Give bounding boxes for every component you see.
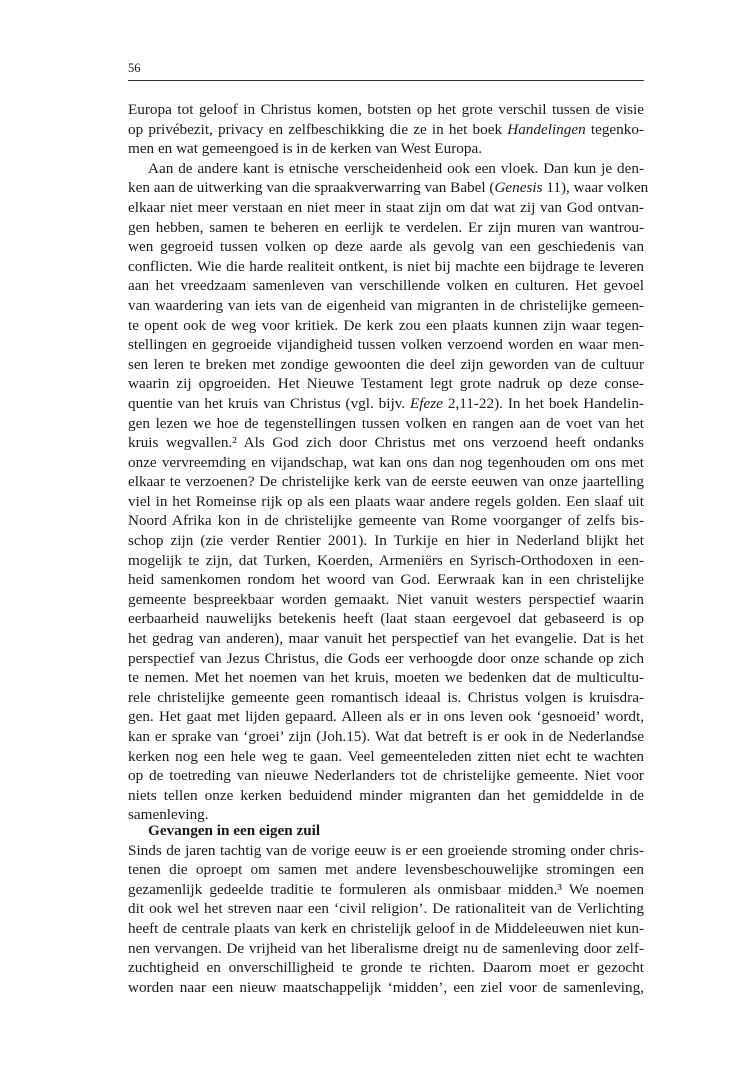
- text-line: mogelijk te zijn, dat Turken, Koerden, Armeniërs en Syrisch-Orthodoxen in een-: [128, 551, 644, 569]
- section-gevangen: [128, 821, 644, 997]
- section-heading: Gevangen in een eigen zuil: [148, 822, 321, 839]
- text-line: gezamenlijk gedeelde traditie te formuleren als onmisbaar midden.³ We noemen: [128, 880, 644, 898]
- text-line: kan er sprake van ‘groei’ zijn (Joh.15). Wat dat betreft is er ook in de Nederlandse: [128, 728, 644, 745]
- text-line: wen gegroeid tussen volken op deze aarde als gevolg van een geschiedenis van: [128, 238, 644, 256]
- text-line: samenleving.: [128, 806, 209, 824]
- text-line: gen hebben, samen te beheren en eerlijk te verdelen. Er zijn muren van wantrou-: [128, 218, 644, 236]
- text-line: gen lezen we hoe de tegenstellingen tussen volken en rangen aan de voet van het: [128, 414, 644, 432]
- text-line: kruis wegvallen.² Als God zich door Christus met ons verzoend heeft ondanks: [128, 434, 644, 452]
- text-line: aan het vreedzaam samenleven van verschillende volken en culturen. Het gevoel: [128, 277, 644, 295]
- text-line: te opent ook de weg voor kritiek. De kerk zou een plaats kunnen zijn waar tegen-: [128, 316, 644, 334]
- italic-title: Handelingen: [507, 120, 586, 138]
- text-line: sen leren te breken met zondige gewoonten die deel zijn geworden van de cultuur: [128, 355, 644, 373]
- text-line: stellingen en gegroeide vijandigheid tussen volken verzoend worden en waar men-: [128, 336, 644, 354]
- text-line: eerbaarheid nauwelijks betekenis heeft (laat staan eergevoel dat gebaseerd is op: [128, 610, 644, 628]
- text-line: perspectief van Jezus Christus, die Gods eer verhoogde door onze schande op zich: [128, 649, 644, 667]
- text-line: van waardering van iets van de eigenheid van migranten in de christelijke gemeen-: [128, 296, 644, 314]
- text-line: onze vervreemding en vijandschap, wat kan ons dan nog tegenhouden om ons met: [128, 453, 644, 471]
- text-line: op de toetreding van nieuwe Nederlanders tot de christelijke gemeente. Niet voor: [128, 767, 644, 785]
- text-line: nen vervangen. De vrijheid van het liberalisme dreigt nu de samenleving door zelf-: [128, 939, 644, 957]
- text-line: quentie van het kruis van Christus (vgl. bijv. Efeze 2,11-22). In het boek Handelin-: [128, 394, 644, 412]
- text-line: waarin zij opgroeiden. Het Nieuwe Testament legt grote nadruk op deze conse-: [128, 375, 644, 393]
- text-line: conflicten. Wie die harde realiteit ontkent, is niet bij machte een bijdrage te leveren: [128, 257, 644, 275]
- text-line: heeft de centrale plaats van kerk en christelijk geloof in de Middeleeuwen niet kun-: [128, 919, 644, 937]
- text-line: elkaar te verzoenen? De christelijke kerk van de eerste eeuwen van onze jaartelling: [128, 473, 644, 491]
- body-text: [128, 100, 649, 825]
- text-line: niets tellen onze kerken beduidend minder migranten dan het gemiddelde in de: [128, 786, 644, 804]
- text-line: het gedrag van anderen), maar vanuit het perspectief van het evangelie. Dat is het: [128, 630, 644, 648]
- text-line: Aan de andere kant is etnische verscheidenheid ook een vloek. Dan kun je den-: [148, 159, 644, 177]
- text-line: worden naar een nieuw maatschappelijk ‘midden’, een ziel voor de samenleving,: [128, 978, 644, 996]
- text-line: kerken nog een hele weg te gaan. Veel gemeenteleden zitten niet echt te wachten: [128, 747, 644, 765]
- text-line: te nemen. Met het noemen van het kruis, moeten we bedenken dat de multicultu-: [128, 669, 644, 687]
- text-line: schop zijn (zie verder Rentier 2001). In Turkije en hier in Nederland blijkt het: [128, 532, 644, 550]
- page-number: 56: [128, 61, 141, 75]
- text-line: gen. Het gaat met lijden gepaard. Alleen als er in ons leven ook ‘gesnoeid’ wordt,: [128, 708, 644, 726]
- italic-title: Efeze: [410, 394, 443, 412]
- text-line: rele christelijke gemeente geen romantisch ideaal is. Christus volgen is kruisdra-: [128, 688, 644, 706]
- text-line: op privébezit, privacy en zelfbeschikking die ze in het boek Handelingen tegenko-: [128, 120, 644, 138]
- text-line: gemeente bespreekbaar worden gemaakt. Niet vanuit westers perspectief waarin: [128, 590, 644, 608]
- text-line: ken aan de uitwerking van die spraakverwarring van Babel (Genesis 11), waar volken: [128, 179, 649, 197]
- text-line: elkaar niet meer verstaan en niet meer in staat zijn om dat wat zij van God ontvan-: [128, 198, 644, 216]
- text-line: Noord Afrika kon in de christelijke gemeente van Rome voorganger of zelfs bis-: [128, 512, 644, 530]
- text-line: heid samenkomen rondom het woord van God. Eerwraak kan in een christelijke: [128, 571, 644, 589]
- header-rule: [128, 80, 644, 81]
- text-line: tenen die oproept om samen met andere levensbeschouwelijke stromingen een: [128, 861, 644, 879]
- text-line: zuchtigheid en onverschilligheid te gronde te richten. Daarom moet er gezocht: [128, 959, 644, 977]
- text-line: dit ook wel het streven naar een ‘civil religion’. De rationaliteit van de Verlichting: [128, 900, 644, 918]
- text-line: viel in het Romeinse rijk op als een plaats waar andere regels golden. Een slaaf uit: [128, 492, 644, 510]
- italic-title: Genesis: [494, 179, 543, 197]
- text-line: Europa tot geloof in Christus komen, botsten op het grote verschil tussen de visie: [128, 101, 644, 118]
- text-line: Sinds de jaren tachtig van de vorige eeuw is er een groeiende stroming onder chris-: [128, 841, 644, 859]
- text-line: men en wat gemeengoed is in de kerken van West Europa.: [128, 140, 483, 158]
